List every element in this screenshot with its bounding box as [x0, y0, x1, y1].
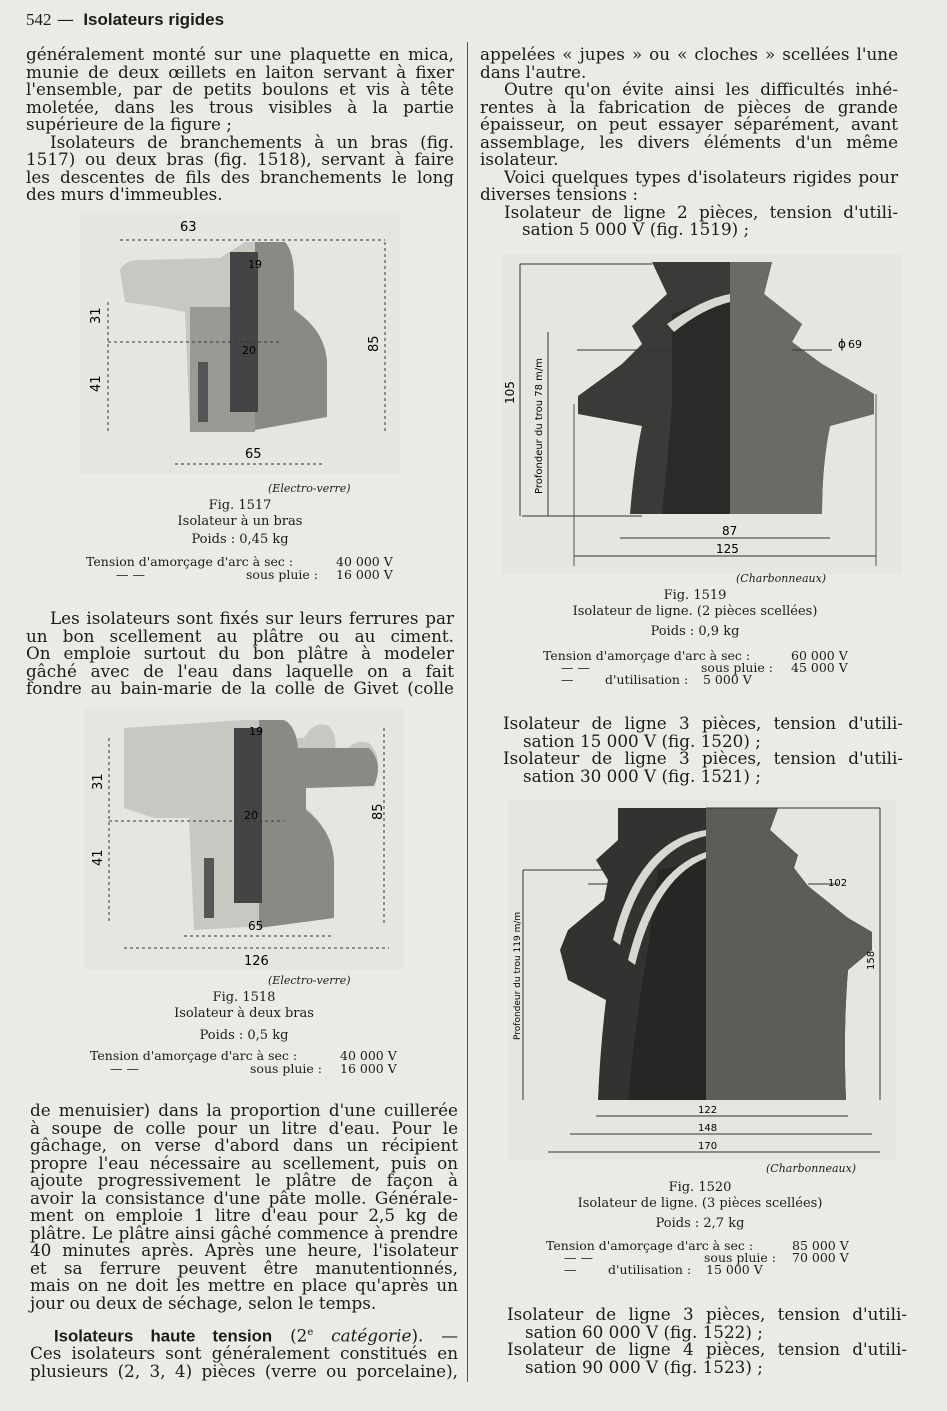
text-line: généralement monté sur une plaquette en mica, — [26, 44, 454, 64]
right-items-2-3 — [503, 715, 903, 785]
figure-weight: Poids : 0,45 kg — [191, 532, 289, 547]
stat-dashes: — — — [116, 567, 145, 582]
dim-label-122: 122 — [698, 1105, 718, 1116]
text-line: l'ensemble, par de petits boulons et vis à tête — [26, 79, 454, 99]
figure-credit: (Charbonneaux) — [766, 1162, 857, 1175]
text-line: appelées « jupes » ou « cloches » scellées l'une — [480, 44, 898, 64]
column-rule — [467, 42, 468, 1382]
figure-1517-drawing — [80, 212, 400, 474]
dim-label-126: 126 — [244, 954, 269, 969]
stat-value: 60 000 V — [791, 648, 848, 663]
text-line: plusieurs (2, 3, 4) pièces (verre ou porcelaine), — [30, 1360, 458, 1381]
text-line: les descentes de fils des branchements le long — [26, 166, 454, 187]
figure-title: Isolateur à deux bras — [174, 1006, 314, 1021]
stat-value: 15 000 V — [706, 1262, 763, 1277]
dim-label-65: 65 — [248, 919, 264, 933]
section-heading-line — [30, 1324, 458, 1345]
text-line: à soupe de colle pour un litre d'eau. Pour le — [30, 1117, 458, 1138]
figure-credit: (Electro-verre) — [268, 482, 351, 495]
figure-1519-stats — [543, 650, 853, 692]
figure-title: Isolateur à un bras — [177, 514, 303, 529]
dim-label-diameter: 69 — [848, 338, 862, 351]
dim-label-125: 125 — [716, 542, 739, 556]
stat-dashes: — — — [561, 660, 590, 675]
dim-label-41: 41 — [91, 849, 106, 866]
dim-label-158: 158 — [866, 950, 877, 970]
text-line: diverses tensions : — [480, 184, 639, 204]
dim-label-85: 85 — [367, 335, 382, 352]
text-line: Ces isolateurs sont généralement constitués en — [30, 1343, 458, 1364]
dim-label-170: 170 — [698, 1141, 718, 1152]
stat-label: Tension d'amorçage d'arc à sec : — [90, 1048, 298, 1063]
dim-label-depth: Profondeur du trou 78 m/m — [534, 357, 545, 494]
text-line: épaisseur, on peut essayer séparément, avant — [480, 114, 898, 134]
stat-value: 16 000 V — [336, 567, 393, 582]
text-line: munie de deux œillets en laiton servant à fixer — [26, 61, 454, 82]
running-title: Isolateurs rigides — [83, 10, 225, 29]
dim-label-19: 19 — [248, 258, 262, 271]
stat-value: 70 000 V — [792, 1250, 849, 1265]
text-line: avoir la consistance d'une pâte molle. Générale- — [30, 1187, 458, 1208]
text-line: Isolateur de ligne 3 pièces, tension d'utili- — [507, 1304, 907, 1324]
text-line: gâchage, on verse d'abord dans un récipient — [30, 1135, 458, 1155]
figure-credit: (Charbonneaux) — [736, 572, 827, 585]
dim-label-63: 63 — [180, 220, 197, 235]
dim-label-65: 65 — [245, 447, 262, 462]
stat-dash: — — [561, 672, 574, 687]
figure-credit: (Electro-verre) — [268, 974, 351, 987]
text-line: ment on emploie 1 litre d'eau pour 2,5 kg de — [30, 1205, 458, 1225]
figure-1520-drawing — [508, 800, 896, 1160]
text-line: 1517) ou deux bras (fig. 1518), servant à faire — [26, 149, 454, 169]
figure-1518-caption — [84, 990, 404, 1044]
text-line: un bon scellement au plâtre ou au ciment. — [26, 625, 454, 646]
figure-1520-caption — [540, 1180, 860, 1232]
left-paragraph-4 — [30, 1324, 458, 1380]
text-line: Isolateur de ligne 3 pièces, tension d'utili- — [503, 748, 903, 768]
figure-1518-stats — [90, 1050, 400, 1080]
text-line: Isolateur de ligne 2 pièces, tension d'utili- — [504, 201, 898, 222]
figure-weight: Poids : 0,5 kg — [199, 1028, 289, 1043]
left-paragraph-3 — [30, 1102, 458, 1312]
section-category-word: catégorie — [313, 1325, 412, 1346]
text-line: Isolateur de ligne 4 pièces, tension d'utili- — [507, 1339, 907, 1359]
text-line: fondre au bain-marie de la colle de Givet (colle — [26, 678, 454, 698]
stat-dash: — — [564, 1262, 577, 1277]
stat-label: Tension d'amorçage d'arc à sec : — [543, 648, 751, 663]
stat-dashes: — — — [110, 1061, 139, 1076]
section-category-sup: e — [307, 1327, 314, 1338]
text-line: de menuisier) dans la proportion d'une cuillerée — [30, 1100, 458, 1120]
page-header — [26, 10, 224, 30]
text-line: des murs d'immeubles. — [26, 184, 223, 204]
arm-slot — [204, 858, 214, 918]
stat-label: d'utilisation : — [605, 672, 689, 687]
figure-1520-stats — [546, 1240, 856, 1282]
stat-dashes: — — — [564, 1250, 593, 1265]
text-line: jour ou deux de séchage, selon le temps. — [30, 1292, 377, 1313]
stat-label: sous pluie : — [704, 1250, 777, 1265]
thread-bore — [230, 252, 258, 412]
figure-1517-stats — [86, 556, 396, 586]
text-line: sation 60 000 V (fig. 1522) ; — [525, 1321, 763, 1342]
section-category-close: ). — — [411, 1325, 459, 1346]
text-line: dans l'autre. — [480, 61, 587, 82]
stat-label: sous pluie : — [250, 1061, 323, 1076]
stat-value: 5 000 V — [703, 672, 752, 687]
text-line: moletée, dans les trous visibles à la partie — [26, 96, 454, 117]
text-line: sation 15 000 V (fig. 1520) ; — [523, 730, 761, 751]
text-line: Isolateurs de branchements à un bras (fig. — [50, 131, 454, 152]
figure-weight: Poids : 2,7 kg — [655, 1216, 745, 1231]
text-line: Voici quelques types d'isolateurs rigides pour — [504, 166, 898, 187]
section-heading: Isolateurs haute tension — [54, 1326, 273, 1346]
text-line: sation 5 000 V (fig. 1519) ; — [522, 219, 750, 239]
dim-label-20: 20 — [244, 809, 258, 822]
dim-label-depth: Profondeur du trou 119 m/m — [513, 911, 523, 1040]
dim-label-31: 31 — [91, 773, 106, 790]
text-line: Outre qu'on évite ainsi les difficultés inhé- — [504, 79, 898, 99]
dim-label-19: 19 — [249, 725, 263, 738]
text-line: assemblage, les divers éléments d'un même — [480, 131, 898, 152]
stat-value: 40 000 V — [340, 1048, 397, 1063]
stat-label: Tension d'amorçage d'arc à sec : — [86, 554, 294, 569]
figure-weight: Poids : 0,9 kg — [650, 624, 740, 639]
text-line: ajoute progressivement le plâtre de façon à — [30, 1170, 458, 1190]
text-line: isolateur. — [480, 149, 559, 169]
figure-1519-caption — [540, 588, 850, 640]
stat-value: 85 000 V — [792, 1238, 849, 1253]
text-line: gâché avec de l'eau dans laquelle on a fait — [26, 660, 454, 681]
stat-value: 16 000 V — [340, 1061, 397, 1076]
left-paragraph-1 — [26, 46, 454, 204]
section-category-open: (2 — [272, 1325, 308, 1346]
stat-value: 45 000 V — [791, 660, 848, 675]
stat-label: d'utilisation : — [608, 1262, 692, 1277]
figure-number: Fig. 1517 — [208, 498, 272, 513]
dim-label-148: 148 — [698, 1123, 718, 1134]
stat-value: 40 000 V — [336, 554, 393, 569]
header-dash: — — [56, 10, 74, 30]
figure-title: Isolateur de ligne. (2 pièces scellées) — [572, 604, 818, 619]
dim-label-diameter: 102 — [828, 878, 848, 889]
text-line: 40 minutes après. Après une heure, l'isolateur — [30, 1240, 458, 1260]
arm-slot — [198, 362, 208, 422]
figure-1519-drawing — [502, 254, 902, 574]
text-line: Isolateur de ligne 3 pièces, tension d'utili- — [503, 713, 903, 733]
dim-label-85: 85 — [371, 803, 386, 820]
figure-number: Fig. 1519 — [663, 588, 727, 603]
right-paragraph-1 — [480, 46, 898, 239]
figure-number: Fig. 1520 — [668, 1180, 732, 1195]
text-line: propre l'eau nécessaire au scellement, puis on — [30, 1152, 458, 1173]
dim-label-41: 41 — [89, 375, 104, 392]
text-line: sation 30 000 V (fig. 1521) ; — [523, 765, 761, 786]
figure-1518-drawing — [84, 708, 404, 970]
dim-label-87: 87 — [722, 524, 738, 538]
stat-label: sous pluie : — [701, 660, 774, 675]
text-line: supérieure de la figure ; — [26, 114, 232, 134]
dim-label-diameter-symbol: ϕ — [838, 337, 846, 351]
dim-label-31: 31 — [89, 307, 104, 324]
text-line: rentes à la fabrication de pièces de grande — [480, 96, 898, 117]
stat-label: sous pluie : — [246, 567, 319, 582]
stat-label: Tension d'amorçage d'arc à sec : — [546, 1238, 754, 1253]
figure-1517-caption — [80, 498, 400, 548]
page-number: 542 — [26, 10, 52, 29]
dim-label-20: 20 — [242, 344, 256, 357]
dim-label-105: 105 — [503, 381, 517, 404]
text-line: plâtre. Le plâtre ainsi gâché commence à prendre — [30, 1222, 458, 1243]
text-line: sation 90 000 V (fig. 1523) ; — [525, 1356, 763, 1377]
text-line: On emploie surtout du bon plâtre à modeler — [26, 643, 454, 663]
text-line: Les isolateurs sont fixés sur leurs ferrures par — [50, 608, 454, 628]
figure-title: Isolateur de ligne. (3 pièces scellées) — [577, 1196, 823, 1211]
text-line: mais on ne doit les mettre en place qu'après un — [30, 1275, 458, 1295]
left-paragraph-2 — [26, 610, 454, 698]
figure-number: Fig. 1518 — [212, 990, 276, 1005]
text-line: et sa ferrure peuvent être manutentionnés, — [30, 1257, 458, 1278]
right-items-4-5 — [507, 1306, 907, 1376]
